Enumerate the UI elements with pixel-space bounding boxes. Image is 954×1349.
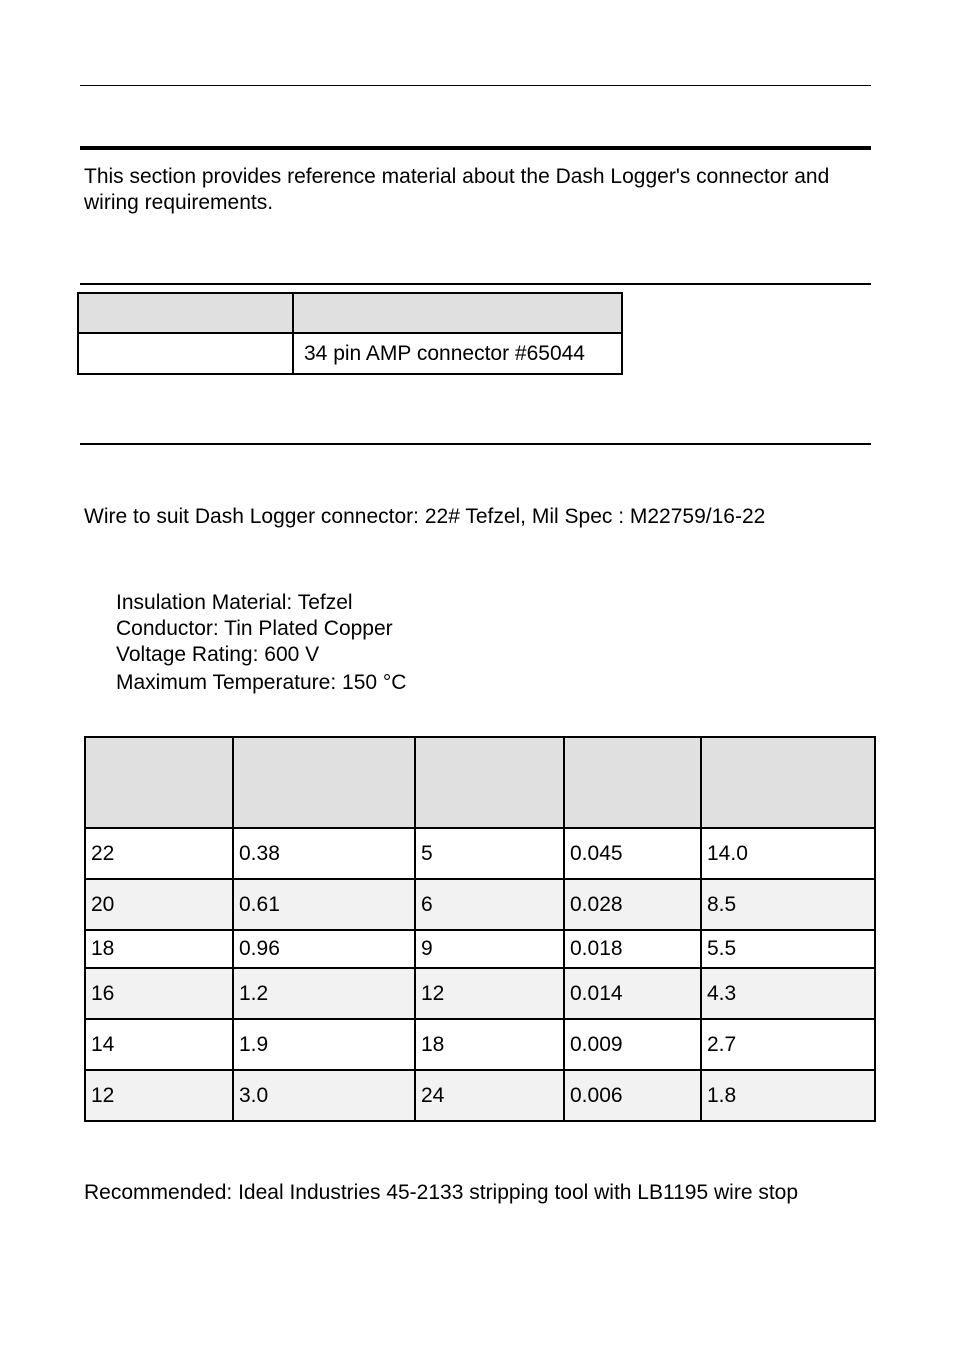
table-cell: 12 [85, 1070, 233, 1121]
spec-conductor: Conductor: Tin Plated Copper [116, 617, 393, 640]
connector-part-cell: 34 pin AMP connector #65044 [293, 333, 622, 374]
table-cell: 0.045 [564, 828, 701, 879]
wire-spec-line: Wire to suit Dash Logger connector: 22# Tefzel, Mil Spec : M22759/16-22 [84, 505, 766, 528]
table-row [85, 930, 875, 968]
table-cell: 18 [85, 930, 233, 968]
section-heading-rule [80, 146, 871, 150]
table-cell: 6 [415, 879, 564, 930]
table-cell: 9 [415, 930, 564, 968]
wire-header-cell [701, 737, 875, 828]
table-cell: 0.61 [233, 879, 415, 930]
table-row [85, 879, 875, 930]
table-cell: 5.5 [701, 930, 875, 968]
table-row [85, 1019, 875, 1070]
spec-voltage: Voltage Rating: 600 V [116, 643, 320, 666]
intro-paragraph: This section provides reference material about the Dash Logger's connector and wiring requirements. [84, 165, 830, 214]
table-cell: 1.2 [233, 968, 415, 1019]
table-cell: 0.014 [564, 968, 701, 1019]
wire-header-cell [564, 737, 701, 828]
connector-table [77, 292, 623, 375]
table-cell: 4.3 [701, 968, 875, 1019]
connector-header-cell [293, 293, 622, 333]
table-cell: 24 [415, 1070, 564, 1121]
table-cell: 0.028 [564, 879, 701, 930]
wire-header-cell [233, 737, 415, 828]
wire-header-cell [85, 737, 233, 828]
spec-max-temperature: Maximum Temperature: 150 °C [116, 671, 407, 694]
table-row [85, 1070, 875, 1121]
table-cell: 20 [85, 879, 233, 930]
table-row [85, 968, 875, 1019]
table-cell: 0.38 [233, 828, 415, 879]
wire-header-cell [415, 737, 564, 828]
table-cell: 1.9 [233, 1019, 415, 1070]
table-cell: 0.009 [564, 1019, 701, 1070]
table-cell: 0.96 [233, 930, 415, 968]
wire-spec-list [116, 590, 406, 696]
wiring-heading-rule [80, 443, 871, 445]
table-cell: 14 [85, 1019, 233, 1070]
table-cell: 5 [415, 828, 564, 879]
table-cell: 12 [415, 968, 564, 1019]
connector-table-row [78, 333, 622, 374]
stripping-tool-line: Recommended: Ideal Industries 45-2133 stripping tool with LB1195 wire stop [84, 1181, 799, 1204]
table-cell: 0.006 [564, 1070, 701, 1121]
connector-cell [78, 333, 293, 374]
table-cell: 14.0 [701, 828, 875, 879]
table-row [85, 828, 875, 879]
wire-table-header [85, 737, 875, 828]
page-header-rule [80, 85, 871, 86]
table-cell: 8.5 [701, 879, 875, 930]
table-cell: 0.018 [564, 930, 701, 968]
table-cell: 22 [85, 828, 233, 879]
table-cell: 3.0 [233, 1070, 415, 1121]
connector-header-cell [78, 293, 293, 333]
wire-gauge-table [84, 736, 876, 1122]
table-cell: 1.8 [701, 1070, 875, 1121]
table-cell: 18 [415, 1019, 564, 1070]
connector-heading-rule [80, 283, 871, 285]
connector-table-header [78, 293, 622, 333]
table-cell: 2.7 [701, 1019, 875, 1070]
spec-insulation: Insulation Material: Tefzel [116, 591, 353, 614]
table-cell: 16 [85, 968, 233, 1019]
